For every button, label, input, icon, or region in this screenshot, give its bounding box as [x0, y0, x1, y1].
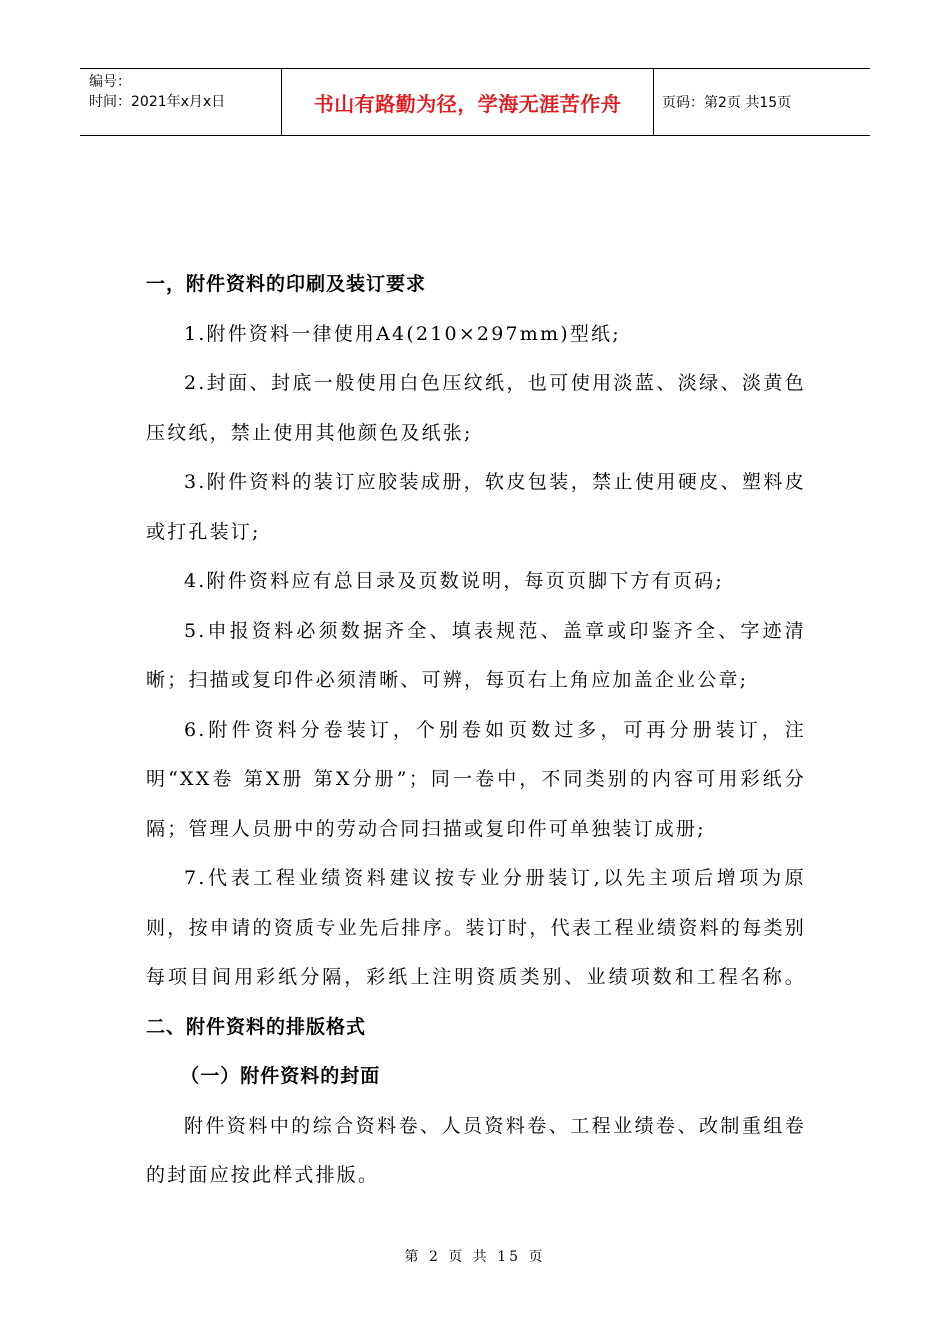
header-motto-cell — [282, 69, 654, 135]
section1-item-2: 2.封面、封底一般使用白色压纹纸，也可使用淡蓝、淡绿、淡黄色压纹纸，禁止使用其他颜色及纸张; — [146, 372, 806, 444]
section1-item-7 — [146, 854, 806, 1052]
section2-subtitle: （一）附件资料的封面 — [180, 1065, 381, 1087]
section1-item-3: 3.附件资料的装订应胶装成册，软皮包装，禁止使用硬皮、塑料皮或打孔装订; — [146, 471, 806, 543]
header-time-label: 时间：2021年x月x日 — [89, 94, 226, 110]
section1-item-6: 6.附件资料分卷装订，个别卷如页数过多，可再分册装订，注明“XX卷 第X册 第X分册”；同一卷中，不同类别的内容可用彩纸分隔；管理人员册中的劳动合同扫描或复印件可单独装订成册; — [146, 718, 806, 840]
section1-item-1: 1.附件资料一律使用A4(210×297mm)型纸; — [184, 322, 621, 345]
header-page-cell — [654, 69, 870, 135]
section2-title: 二、附件资料的排版格式 — [146, 1015, 367, 1038]
header-page-info: 页码：第2页 共15页 — [662, 95, 792, 111]
page-header — [80, 68, 870, 136]
section1-item-4: 4.附件资料应有总目录及页数说明，每页页脚下方有页码; — [184, 570, 724, 592]
document-body — [146, 260, 806, 1201]
page-footer: 第 2 页 共 15 页 — [404, 1249, 546, 1265]
section2-paragraph: 附件资料中的综合资料卷、人员资料卷、工程业绩卷、改制重组卷的封面应按此样式排版。 — [146, 1114, 806, 1186]
section1-item-7-text: 7.代表工程业绩资料建议按专业分册装订,以先主项后增项为原则，按申请的资质专业先后排序。装订时，代表工程业绩资料的每类别每项目间用彩纸分隔，彩纸上注明资质类别、业绩项数和工程名称。 — [146, 867, 806, 988]
section1-item-5: 5.申报资料必须数据齐全、填表规范、盖章或印鉴齐全、字迹清晰；扫描或复印件必须清晰、可辨，每页右上角应加盖企业公章; — [146, 619, 806, 691]
section1-title: 一，附件资料的印刷及装订要求 — [146, 273, 427, 295]
header-motto: 书山有路勤为径，学海无涯苦作舟 — [313, 91, 622, 116]
header-meta-cell — [80, 69, 282, 135]
header-number-label: 编号： — [89, 74, 131, 90]
